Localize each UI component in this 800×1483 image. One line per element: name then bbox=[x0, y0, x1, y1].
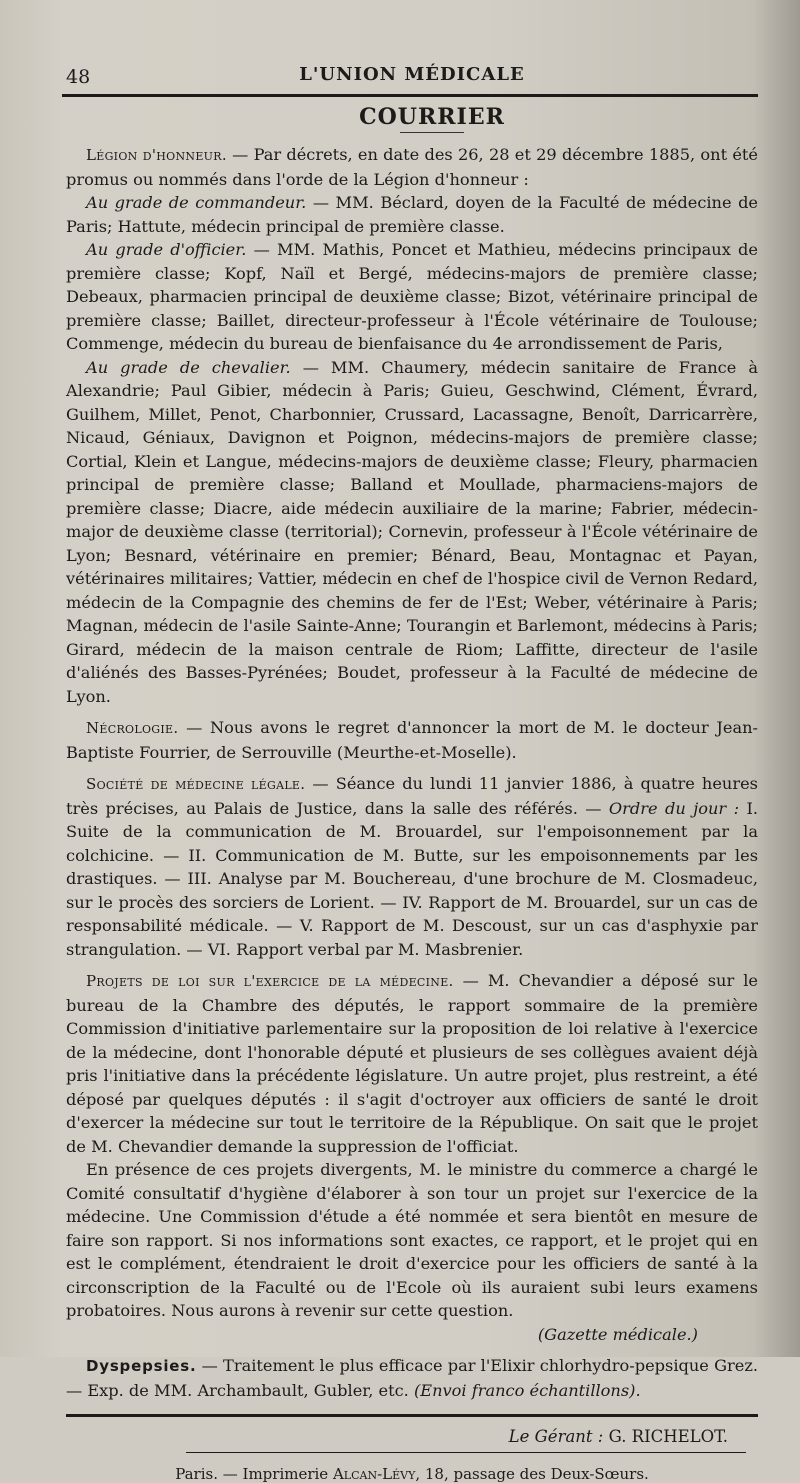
legion-intro: — Par décrets, en date des 26, 28 et 29 décembre 1885, ont été promus ou nommés dans l'orde de la Légion d'honneur : bbox=[66, 145, 758, 189]
section-title: COURRIER bbox=[359, 104, 505, 130]
projets-paragraph bbox=[66, 969, 758, 1158]
gerant-label: Le Gérant : bbox=[508, 1427, 604, 1446]
article-body bbox=[66, 143, 758, 1402]
necrologie-paragraph bbox=[66, 716, 758, 764]
gerant-line bbox=[66, 1427, 728, 1446]
officier-text: — MM. Mathis, Poncet et Mathieu, médecins principaux de première classe; Kopf, Naïl et Bergé, médecins-majors de première classe; Debeaux, pharmacien principal de deuxième classe; Bizot, vétérinaire principal de première classe; Baillet, directeur-professeur à l'École vétérinaire de Toulouse; Commenge, médecin du bureau de bienfaisance du 4e arrondissement de Paris, bbox=[66, 240, 758, 353]
necrologie-text: — Nous avons le regret d'annoncer la mort de M. le docteur Jean-Baptiste Fourrier, de Serrouville (Meurthe-et-Moselle). bbox=[66, 718, 758, 762]
societe-lead: Société de médecine légale. bbox=[86, 775, 306, 793]
ordre-du-jour-label: Ordre du jour : bbox=[608, 798, 740, 818]
printer-name: Alcan-Lévy bbox=[332, 1465, 416, 1483]
dyspepsies-lead: Dyspepsies. bbox=[86, 1357, 197, 1375]
running-title: L'UNION MÉDICALE bbox=[299, 64, 525, 85]
printer-rule bbox=[186, 1452, 746, 1453]
chevalier-text: — MM. Chaumery, médecin sanitaire de France à Alexandrie; Paul Gibier, médecin à Paris; Guieu, Geschwind, Clément, Évrard, Guilhem, Millet, Penot, Charbonnier, Crussard, Lacassagne, Benoît, Darricarrère, Nicaud, Géniaux, Davignon et Poignon, médecins-majors de première classe; Cortial, Klein et Langue, médecins-majors de deuxième classe; Fleury, pharmacien principal de première classe; Balland et Moullade, pharmaciens-majors de première classe; Diacre, aide médecin auxiliaire de la marine; Fabrier, médecin-major de deuxième classe (territorial); Cornevin, professeur à l'École vétérinaire de Lyon; Besnard, vétérinaire en premier; Bénard, Beau, Montagnac et Payan, vétérinaires militaires; Vattier, médecin en chef de l'hospice civil de Vernon Redard, médecin de la Compagnie des chemins de fer de l'Est; Weber, vétérinaire à Paris; Magnan, médecin de l'asile Sainte-Anne; Tourangin et Barlemont, médecins à Paris; Girard, médecin de la maison centrale de Riom; Laffitte, directeur de l'asile d'aliénés des Basses-Pyrénées; Boudet, professeur à la Faculté de médecine de Lyon. bbox=[66, 357, 758, 706]
dyspepsies-paragraph bbox=[66, 1354, 758, 1402]
necrologie-lead: Nécrologie. bbox=[86, 719, 179, 737]
header-rule bbox=[62, 94, 758, 97]
page-number: 48 bbox=[66, 66, 91, 88]
envoi-text: (Envoi franco échantillons). bbox=[413, 1380, 641, 1400]
printer-suffix: , 18, passage des Deux-Sœurs. bbox=[415, 1465, 649, 1483]
printer-line bbox=[66, 1465, 758, 1483]
chevalier-paragraph bbox=[66, 356, 758, 709]
commandeur-text: — MM. Béclard, doyen de la Faculté de médecine de Paris; Hattute, médecin principal de première classe. bbox=[66, 193, 759, 236]
chevalier-label: Au grade de chevalier. bbox=[86, 357, 291, 377]
dyspepsies-text: — Traitement le plus efficace par l'Elixir chlorhydro-pepsique Grez. — Exp. de MM. Archambault, Gubler, etc. bbox=[66, 1356, 758, 1400]
officier-paragraph bbox=[66, 238, 758, 356]
gerant-name: G. RICHELOT. bbox=[603, 1427, 728, 1446]
projets-text: — M. Chevandier a déposé sur le bureau de la Chambre des députés, le rapport sommaire de la première Commission d'initiative parlementaire sur la proposition de loi relative à l'exercice de la médecine, dont l'honorable député et plusieurs de ses collègues avaient déjà pris l'initiative dans la précédente législature. Un autre projet, plus restreint, a été déposé par quelques députés : il s'agit d'octroyer aux officiers de santé le droit d'exercer la médecine sur tout le territoire de la République. On sait que le projet de M. Chevandier demande la suppression de l'officiat. bbox=[66, 971, 758, 1156]
projets-paragraph-2 bbox=[66, 1158, 758, 1346]
legion-paragraph bbox=[66, 143, 758, 191]
societe-text-1: — Séance du lundi 11 janvier 1886, à quatre heures très précises, au Palais de Justice, dans la salle des référés. — bbox=[66, 774, 758, 818]
page-header bbox=[66, 58, 758, 92]
source-citation: (Gazette médicale.) bbox=[537, 1324, 698, 1344]
commandeur-paragraph bbox=[66, 191, 758, 238]
legion-lead: Légion d'honneur. bbox=[86, 146, 227, 164]
printer-prefix: Paris. — Imprimerie bbox=[175, 1465, 333, 1483]
commandeur-label: Au grade de commandeur. bbox=[86, 193, 307, 212]
societe-text-2: I. Suite de la communication de M. Brouardel, sur l'empoisonnement par la colchicine. — II. Communication de M. Butte, sur les empoisonnements par les drastiques. — III. Analyse par M. Bouchereau, d'une brochure de M. Closmadeuc, sur le procès des sorciers de Lorient. — IV. Rapport de M. Brouardel, sur un cas de responsabilité médicale. — V. Rapport de M. Descoust, sur un cas d'asphyxie par strangulation. — VI. Rapport verbal par M. Masbrenier. bbox=[66, 798, 759, 959]
officier-label: Au grade d'officier. bbox=[86, 240, 247, 259]
projets-lead: Projets de loi sur l'exercice de la médecine. bbox=[86, 972, 454, 990]
societe-paragraph bbox=[66, 772, 758, 961]
projets-text-2: En présence de ces projets divergents, M. le ministre du commerce a chargé le Comité consultatif d'hygiène d'élaborer à son tour un projet sur l'exercice de la médecine. Une Commission d'étude a été nommée et sera bientôt en mesure de faire son rapport. Si nos informations sont exactes, ce rapport, et le projet qui en est le complément, étendraient le droit d'exercice pour les officiers de santé à la circonscription de la Faculté ou de l'Ecole où ils auraient subi leurs examens probatoires. Nous aurons à revenir sur cette question. bbox=[66, 1160, 758, 1320]
title-rule bbox=[400, 132, 464, 133]
footer-rule bbox=[66, 1414, 758, 1417]
